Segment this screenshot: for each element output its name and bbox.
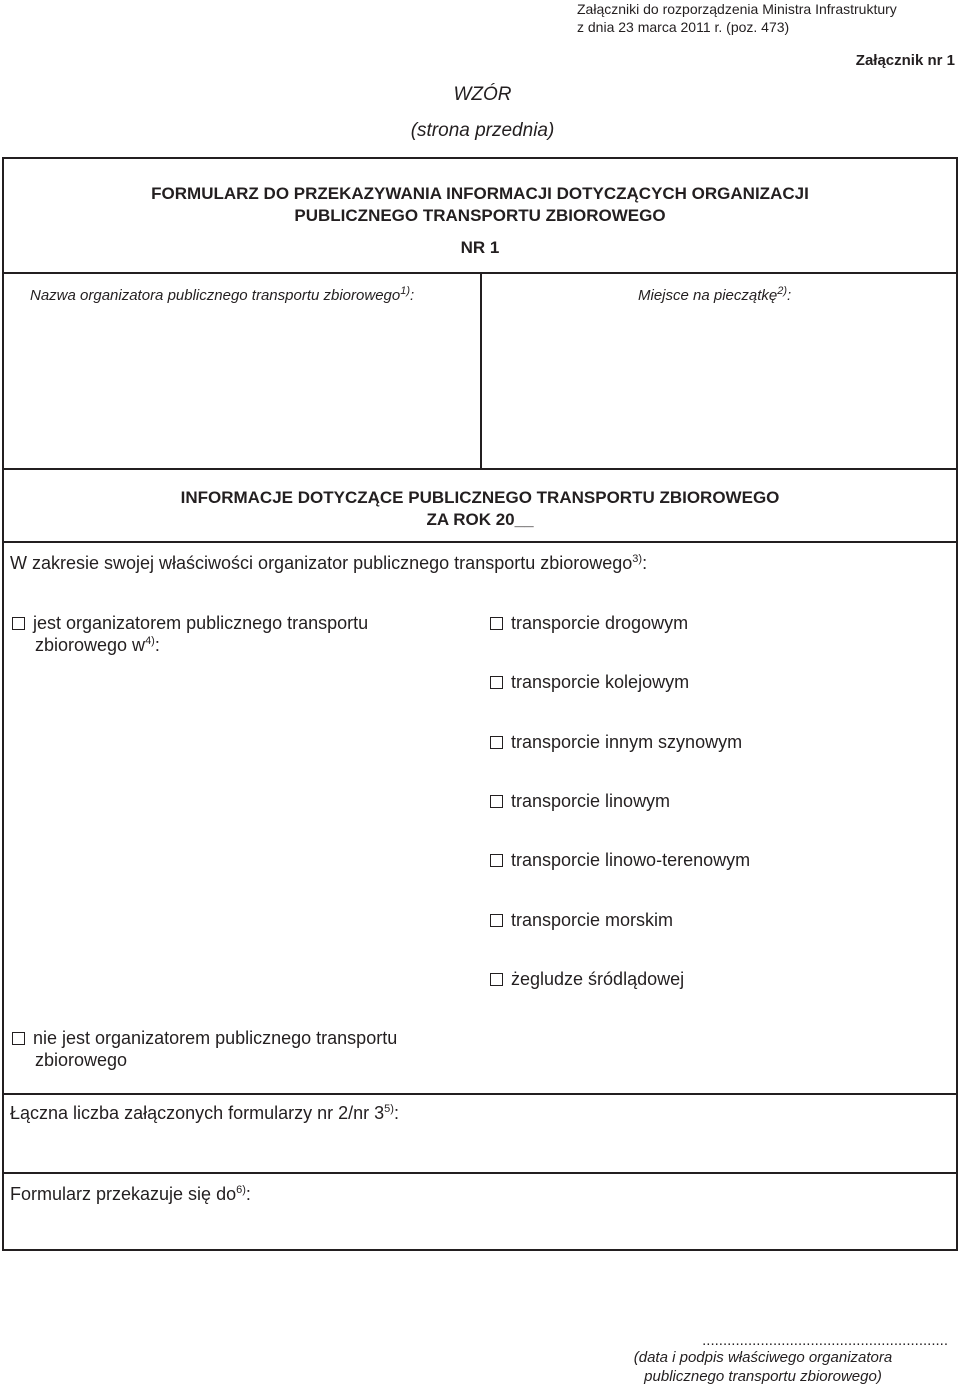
signature-line: ........................................................... (702, 1332, 948, 1349)
checkbox[interactable] (490, 973, 503, 986)
footnote-ref: 3) (632, 553, 643, 565)
checkbox[interactable] (490, 676, 503, 689)
info-title-line-1: INFORMACJE DOTYCZĄCE PUBLICZNEGO TRANSPORTU ZBIOROWEGO (180, 488, 780, 507)
annex-number: Załącznik nr 1 (855, 52, 955, 69)
form-title-line-1: FORMULARZ DO PRZEKAZYWANIA INFORMACJI DOTYCZĄCYCH ORGANIZACJI (151, 184, 809, 203)
colon: : (393, 1103, 399, 1123)
not-organizer-text: nie jest organizatorem publicznego transportu (33, 1028, 398, 1048)
footnote-ref: 5) (384, 1103, 394, 1115)
option-label: żegludze śródlądowej (511, 969, 685, 989)
checkbox[interactable] (12, 1032, 25, 1045)
checkbox[interactable] (12, 617, 25, 630)
option-label: transporcie kolejowym (511, 672, 690, 692)
colon: : (245, 1184, 251, 1204)
form-frame (2, 157, 958, 1251)
option-label: transporcie morskim (511, 910, 674, 930)
regulation-line-1: Załączniki do rozporządzenia Ministra Infrastruktury (577, 1, 897, 17)
option-funicular-transport[interactable] (490, 849, 750, 871)
option-road-transport[interactable] (490, 612, 688, 634)
divider (4, 468, 956, 470)
template-label: WZÓR (453, 84, 512, 105)
divider (4, 541, 956, 543)
not-organizer-option[interactable] (12, 1027, 397, 1071)
form-number: NR 1 (460, 238, 500, 257)
page-side-label: (strona przednia) (410, 120, 555, 141)
not-organizer-text-2: zbiorowego (35, 1050, 128, 1070)
scope-statement (10, 552, 647, 574)
option-label: transporcie innym szynowym (511, 732, 743, 752)
regulation-header (577, 0, 957, 36)
footnote-ref: 6) (236, 1184, 246, 1196)
scope-text: W zakresie swojej właściwości organizator publicznego transportu zbiorowego (10, 553, 633, 573)
option-label: transporcie drogowym (511, 613, 689, 633)
checkbox[interactable] (490, 617, 503, 630)
footnote-ref: 2) (777, 285, 788, 297)
colon: : (410, 287, 415, 304)
is-organizer-text-2: zbiorowego w (35, 635, 146, 655)
option-other-rail-transport[interactable] (490, 731, 742, 753)
footnote-ref: 1) (400, 285, 410, 297)
option-sea-transport[interactable] (490, 909, 673, 931)
submitted-to-field[interactable] (4, 1174, 956, 1249)
colon: : (642, 553, 648, 573)
info-title-line-2: ZA ROK 20__ (426, 510, 534, 529)
stamp-field[interactable] (482, 274, 956, 467)
stamp-place-text: Miejsce na pieczątkę (638, 287, 778, 304)
organizer-name-text: Nazwa organizatora publicznego transportu zbiorowego (30, 287, 401, 304)
option-inland-navigation[interactable] (490, 968, 684, 990)
footnote-ref: 4) (145, 635, 155, 647)
checkbox[interactable] (490, 795, 503, 808)
organizer-name-field[interactable] (4, 274, 480, 467)
option-cable-transport[interactable] (490, 790, 670, 812)
option-rail-transport[interactable] (490, 671, 689, 693)
form-title-line-2: PUBLICZNEGO TRANSPORTU ZBIOROWEGO (294, 206, 666, 225)
regulation-line-2: z dnia 23 marca 2011 r. (poz. 473) (577, 19, 790, 35)
checkbox[interactable] (490, 736, 503, 749)
is-organizer-option[interactable] (12, 612, 368, 656)
signature-caption-1: (data i podpis właściwego organizatora (633, 1349, 893, 1366)
colon: : (787, 287, 792, 304)
total-forms-text: Łączna liczba załączonych formularzy nr 2/nr 3 (10, 1103, 385, 1123)
colon: : (154, 635, 160, 655)
signature-block[interactable] (578, 1334, 948, 1386)
is-organizer-text: jest organizatorem publicznego transportu (33, 613, 369, 633)
option-label: transporcie linowym (511, 791, 671, 811)
checkbox[interactable] (490, 854, 503, 867)
checkbox[interactable] (490, 914, 503, 927)
option-label: transporcie linowo-terenowym (511, 850, 751, 870)
signature-caption-2: publicznego transportu zbiorowego) (644, 1368, 882, 1385)
submitted-to-text: Formularz przekazuje się do (10, 1184, 237, 1204)
total-forms-field[interactable] (4, 1095, 956, 1171)
